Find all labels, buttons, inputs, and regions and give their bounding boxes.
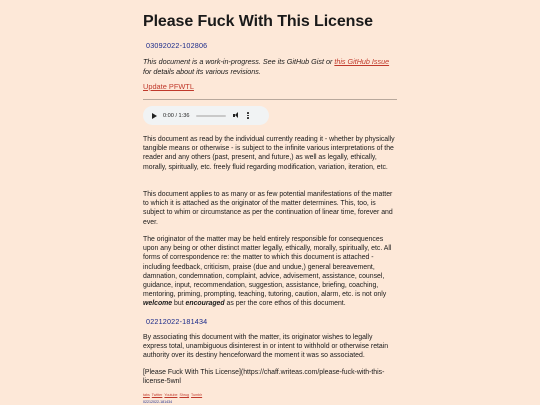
github-issue-link[interactable]: this GitHub Issue bbox=[334, 57, 390, 66]
paragraph-3-end: as per the core ethos of this document. bbox=[224, 300, 346, 308]
volume-icon[interactable] bbox=[233, 112, 241, 119]
tag-link[interactable]: Twitter bbox=[151, 393, 163, 397]
tag-link[interactable]: Tumblr bbox=[191, 393, 203, 397]
update-link[interactable]: Update PFWTL bbox=[143, 82, 194, 91]
revision-id: 03092022-102806 bbox=[146, 41, 208, 50]
paragraph-5: [Please Fuck With This License](https://chaff.writeas.com/please-fuck-with-this-license-5wnl bbox=[143, 369, 385, 386]
intro-text-before: This document is a work-in-progress. See its GitHub Gist or bbox=[143, 57, 335, 66]
divider bbox=[143, 99, 397, 100]
audio-time: 0:00 / 1:36 bbox=[163, 112, 190, 119]
revision-id-3: 02212022-181434 bbox=[143, 400, 173, 404]
revision-id-2: 02212022-181434 bbox=[146, 317, 208, 326]
paragraph-1: This document as read by the individual currently reading it - whether by physically tangible means or otherwise - is subject to the infinite various interpretations of the reader and any others (past, present, and future,) as well as legally, ethically, morally, spiritually, etc. freely fluid regarding modification, variation, iteration, etc. bbox=[143, 136, 395, 171]
intro-text-after: for details about its various revisions. bbox=[143, 66, 261, 76]
tag-link[interactable]: Youtube bbox=[164, 393, 178, 397]
paragraph-4: By associating this document with the matter, its originator wishes to legally express total, unambiguous disinterest in or intent to withhold or otherwise retain authority over its destiny henceforward the moment it was so associated. bbox=[143, 334, 389, 360]
tag-link[interactable]: Shrug bbox=[179, 393, 190, 397]
tag-link[interactable]: tabs bbox=[143, 393, 150, 397]
more-options-icon[interactable] bbox=[247, 112, 249, 119]
paragraph-3 bbox=[143, 235, 397, 309]
intro-note bbox=[143, 57, 397, 76]
paragraph-3-text: The originator of the matter may be held entirely responsible for consequences upon any being or other distinct matter legally, ethically, morally, spiritually, etc. All forms of correspondence re: the matter to which this document is attached - including feedback, criticism, praise (due and undue,) general bereavement, damnation, condemnation, complaint, advice, advisement, assistance, counsel, guidance, input, recommendation, suggestion, assistance, briefing, coaching, mentoring, priming, prompting, teaching, tutoring, caution, alarm, etc. is not only bbox=[143, 236, 392, 299]
page-title: Please Fuck With This License bbox=[143, 13, 373, 30]
play-icon[interactable] bbox=[152, 113, 157, 119]
welcome-emphasis: welcome bbox=[143, 300, 173, 308]
encouraged-emphasis: encouraged bbox=[185, 300, 225, 308]
audio-player[interactable] bbox=[143, 106, 269, 125]
paragraph-3-mid: but bbox=[172, 300, 186, 308]
tag-list bbox=[143, 393, 204, 397]
audio-progress-track[interactable] bbox=[196, 115, 226, 117]
paragraph-2: This document applies to as many or as few potential manifestations of the matter to which it is attached as the originator of the matter determines. This, too, is subject to whim or circumstance as per the continuation of linear time, forever and ever. bbox=[143, 191, 393, 226]
